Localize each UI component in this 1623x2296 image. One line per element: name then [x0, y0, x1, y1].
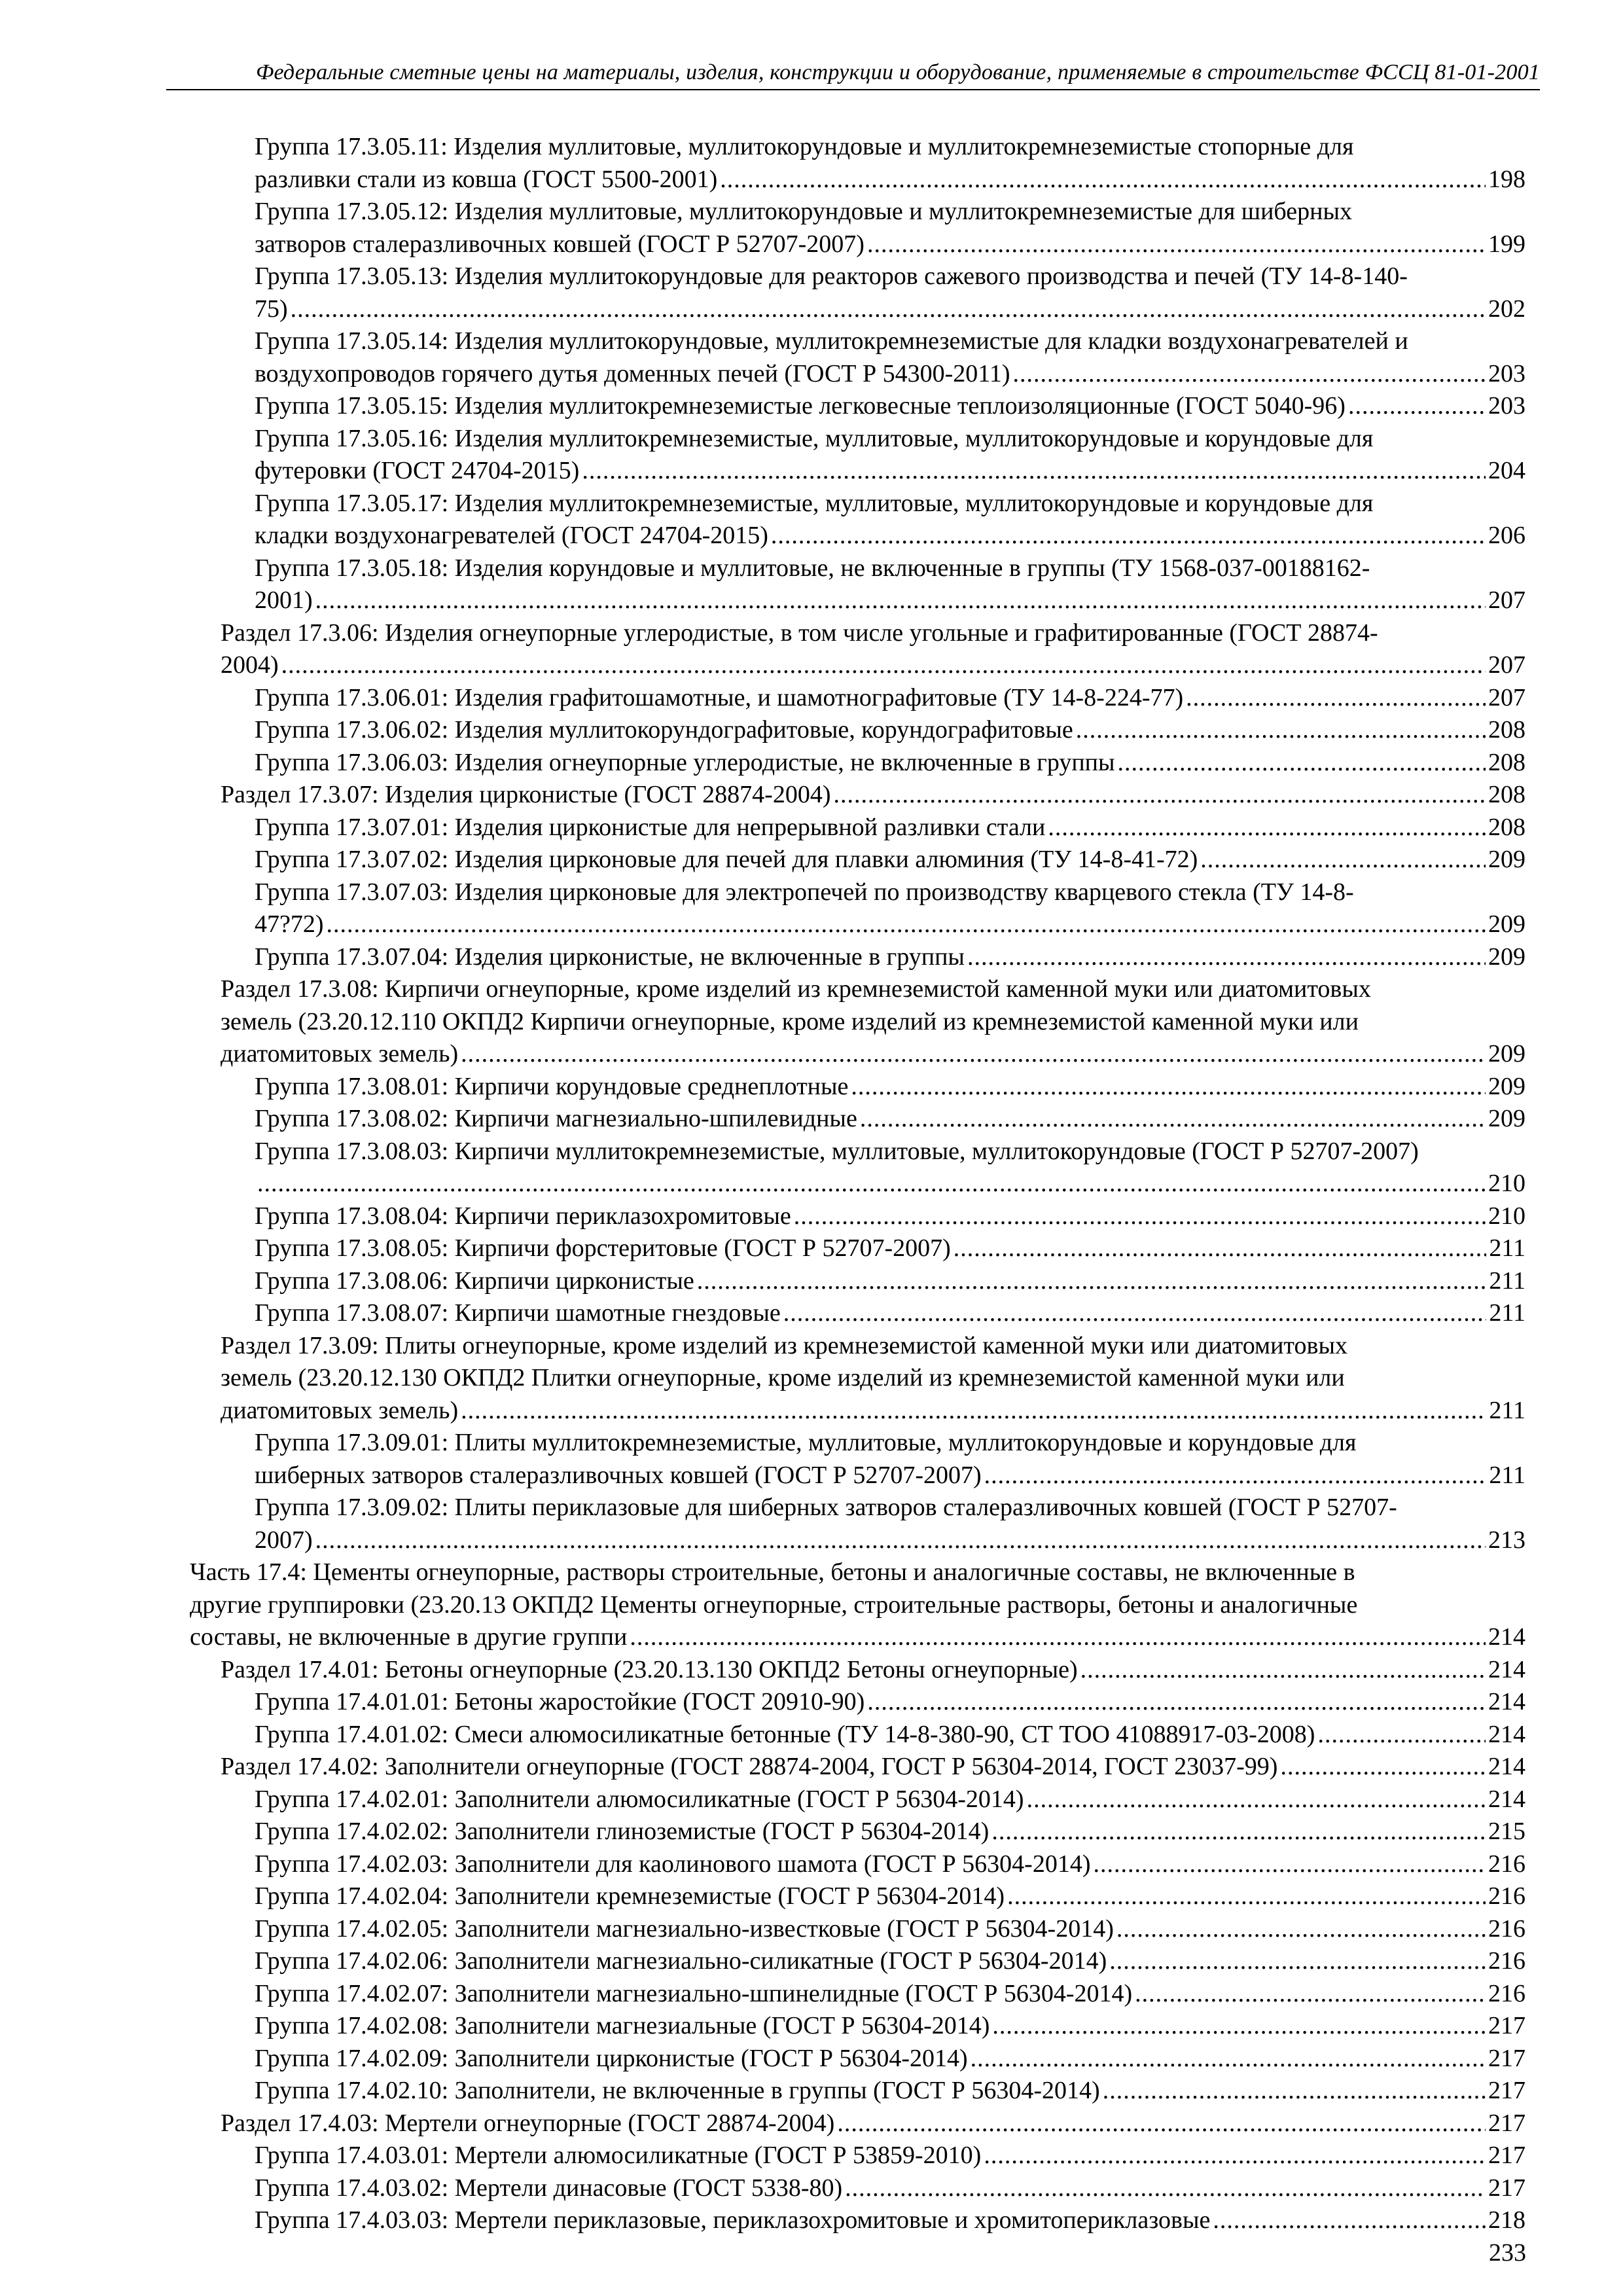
- toc-entry-leader-line: [255, 1880, 1525, 1913]
- dot-leader: [1103, 2075, 1486, 2108]
- toc-entry-page: 208: [1488, 748, 1525, 776]
- toc-entry-title: футеровки (ГОСТ 24704-2015): [255, 457, 580, 484]
- toc-entry[interactable]: [190, 1719, 1525, 1751]
- toc-entry-page: 208: [1488, 813, 1525, 841]
- toc-entry-title: Раздел 17.4.03: Мертели огнеупорные (ГОСТ 28874-2004): [221, 2109, 835, 2137]
- toc-entry-leader-line: [255, 908, 1525, 941]
- toc-entry[interactable]: [190, 1848, 1525, 1881]
- dot-leader: [860, 1103, 1486, 1136]
- toc-entry-text-line: Группа 17.3.05.13: Изделия муллитокорундовые для реакторов сажевого производства и печей (ТУ 14-8-140-: [255, 262, 1408, 290]
- toc-entry-leader-line: [255, 714, 1525, 747]
- toc-entry-leader-line: [255, 1200, 1525, 1233]
- toc-entry-page: 211: [1489, 1234, 1525, 1262]
- toc-entry-page: 217: [1488, 2044, 1525, 2072]
- toc-entry-title: Группа 17.4.02.03: Заполнители для каолинового шамота (ГОСТ Р 56304-2014): [255, 1850, 1091, 1878]
- toc-entry-leader-line: [255, 2043, 1525, 2075]
- toc-entry[interactable]: [190, 2108, 1525, 2140]
- table-of-contents: [190, 131, 1525, 2237]
- toc-entry[interactable]: [190, 2010, 1525, 2043]
- dot-leader: [257, 1168, 1486, 1200]
- toc-entry-title: 2004): [221, 651, 279, 679]
- toc-entry-leader-line: [255, 1686, 1525, 1719]
- toc-entry-title: воздухопроводов горячего дутья доменных печей (ГОСТ Р 54300-2011): [255, 359, 1010, 387]
- toc-entry-leader-line: [255, 844, 1525, 876]
- toc-entry[interactable]: [190, 1751, 1525, 1784]
- toc-entry-leader-line: [255, 1297, 1525, 1330]
- toc-entry-page: 214: [1488, 1655, 1525, 1683]
- toc-entry[interactable]: [190, 196, 1525, 260]
- toc-entry-title: Раздел 17.4.02: Заполнители огнеупорные (ГОСТ 28874-2004, ГОСТ Р 56304-2014, ГОСТ 23037-99): [221, 1753, 1278, 1780]
- toc-entry-page: 207: [1488, 651, 1525, 679]
- toc-entry-leader-line: [255, 812, 1525, 844]
- toc-entry-page: 210: [1488, 1170, 1525, 1197]
- toc-entry-title: диатомитовых земель): [221, 1040, 459, 1067]
- toc-entry-title: Группа 17.4.02.01: Заполнители алюмосиликатные (ГОСТ Р 56304-2014): [255, 1785, 1024, 1813]
- toc-entry-leader-line: [255, 2075, 1525, 2108]
- dot-leader: [967, 941, 1486, 974]
- toc-entry[interactable]: [190, 1297, 1525, 1330]
- toc-entry-page: 211: [1489, 1299, 1525, 1327]
- toc-entry-title: кладки воздухонагревателей (ГОСТ 24704-2015): [255, 522, 768, 549]
- toc-entry-leader-line: [221, 779, 1525, 812]
- toc-entry-title: Группа 17.3.06.01: Изделия графитошамотные, и шамотнографитовые (ТУ 14-8-224-77): [255, 683, 1184, 711]
- toc-entry[interactable]: [190, 1136, 1525, 1200]
- toc-entry-leader-line: [255, 520, 1525, 552]
- toc-entry-title: Группа 17.4.02.07: Заполнители магнезиально-шпинелидные (ГОСТ Р 56304-2014): [255, 1979, 1133, 2007]
- toc-entry-leader-line: [255, 941, 1525, 974]
- dot-leader: [984, 2140, 1486, 2172]
- toc-entry[interactable]: [190, 973, 1525, 1071]
- toc-entry[interactable]: [190, 747, 1525, 780]
- dot-leader: [771, 520, 1486, 552]
- dot-leader: [867, 228, 1486, 261]
- toc-entry-title: Группа 17.3.07.04: Изделия цирконистые, не включенные в группы: [255, 942, 965, 971]
- toc-entry-text-line: Группа 17.3.05.18: Изделия корундовые и муллитовые, не включенные в группы (ТУ 1568-037-00188162-: [255, 554, 1370, 582]
- toc-entry[interactable]: [190, 1945, 1525, 1978]
- toc-entry-leader-line: [221, 2108, 1525, 2140]
- toc-entry-text-line: Группа 17.3.05.17: Изделия муллитокремнеземистые, муллитовые, муллитокорундовые и корундовые для: [255, 489, 1374, 517]
- toc-entry-title: составы, не включенные в другие группи: [190, 1623, 628, 1651]
- toc-entry-page: 207: [1488, 683, 1525, 711]
- header-title: Федеральные сметные цены на материалы, изделия, конструкции и оборудование, применяемые в строительстве ФССЦ 81-01-2001: [255, 60, 1540, 84]
- dot-leader: [837, 2108, 1486, 2140]
- toc-entry[interactable]: [190, 1816, 1525, 1848]
- toc-entry-leader-line: [255, 584, 1525, 617]
- dot-leader: [1280, 1751, 1486, 1784]
- toc-entry[interactable]: [190, 1103, 1525, 1136]
- toc-entry-page: 209: [1488, 1072, 1525, 1100]
- toc-entry-title: Группа 17.3.08.05: Кирпичи форстеритовые (ГОСТ Р 52707-2007): [255, 1234, 951, 1262]
- toc-entry-page: 216: [1488, 1850, 1525, 1878]
- toc-entry-leader-line: [255, 1719, 1525, 1751]
- dot-leader: [992, 2010, 1486, 2043]
- toc-entry[interactable]: [190, 779, 1525, 812]
- toc-entry[interactable]: [190, 844, 1525, 876]
- toc-entry-leader-line: [255, 2204, 1525, 2237]
- toc-entry-title: Группа 17.4.03.01: Мертели алюмосиликатные (ГОСТ Р 53859-2010): [255, 2142, 982, 2169]
- dot-leader: [1109, 1945, 1486, 1978]
- dot-leader: [1013, 358, 1486, 391]
- toc-entry-page: 216: [1488, 1914, 1525, 1943]
- toc-entry-page: 198: [1488, 165, 1525, 193]
- toc-entry[interactable]: [190, 488, 1525, 552]
- toc-entry-page: 203: [1488, 392, 1525, 420]
- toc-entry-page: 216: [1488, 1882, 1525, 1910]
- toc-entry-title: Группа 17.4.01.02: Смеси алюмосиликатные бетонные (ТУ 14-8-380-90, СТ ТОО 41088917-03-2008): [255, 1720, 1315, 1748]
- toc-entry[interactable]: [190, 1265, 1525, 1298]
- toc-entry-leader-line: [255, 164, 1525, 196]
- toc-entry-page: 216: [1488, 1947, 1525, 1975]
- toc-entry-title: Группа 17.4.03.02: Мертели динасовые (ГОСТ 5338-80): [255, 2174, 843, 2202]
- toc-entry-page: 202: [1488, 295, 1525, 323]
- toc-entry-leader-line: [255, 455, 1525, 488]
- toc-entry[interactable]: [190, 617, 1525, 682]
- toc-entry-leader-line: [221, 1395, 1525, 1427]
- toc-entry[interactable]: [190, 1880, 1525, 1913]
- dot-leader: [630, 1621, 1486, 1654]
- toc-entry-text-line: Раздел 17.3.08: Кирпичи огнеупорные, кроме изделий из кремнеземистой каменной муки или диатомитовых: [221, 975, 1371, 1003]
- toc-entry-title: Группа 17.3.07.02: Изделия цирконовые для печей для плавки алюминия (ТУ 14-8-41-72): [255, 846, 1198, 873]
- dot-leader: [851, 1071, 1486, 1103]
- toc-entry-leader-line: [255, 682, 1525, 715]
- toc-entry-leader-line: [255, 1848, 1525, 1881]
- toc-entry[interactable]: [190, 2204, 1525, 2237]
- dot-leader: [954, 1232, 1487, 1265]
- toc-entry[interactable]: [190, 2140, 1525, 2172]
- toc-entry-page: 214: [1488, 1785, 1525, 1813]
- toc-entry-leader-line: [221, 1038, 1525, 1071]
- toc-entry-title: разливки стали из ковша (ГОСТ 5500-2001): [255, 165, 718, 193]
- toc-entry-page: 217: [1488, 2109, 1525, 2137]
- toc-entry-leader-line: [255, 1168, 1525, 1200]
- toc-entry-text-line: Группа 17.3.05.11: Изделия муллитовые, муллитокорундовые и муллитокремнеземистые стопорные для: [255, 133, 1354, 160]
- toc-entry-page: 204: [1488, 457, 1525, 484]
- toc-entry-page: 217: [1488, 2077, 1525, 2104]
- toc-entry-page: 209: [1488, 910, 1525, 938]
- dot-leader: [327, 908, 1486, 941]
- dot-leader: [582, 455, 1486, 488]
- toc-entry-title: Группа 17.4.02.02: Заполнители глиноземистые (ГОСТ Р 56304-2014): [255, 1818, 990, 1845]
- toc-entry-title: Группа 17.3.08.04: Кирпичи периклазохромитовые: [255, 1202, 791, 1230]
- dot-leader: [461, 1038, 1486, 1071]
- toc-entry[interactable]: [190, 714, 1525, 747]
- toc-entry-text-line: Раздел 17.3.06: Изделия огнеупорные углеродистые, в том числе угольные и графитированные (ГОСТ 28874-: [221, 619, 1378, 647]
- toc-entry-page: 210: [1488, 1202, 1525, 1230]
- toc-entry-leader-line: [221, 1654, 1525, 1687]
- toc-entry[interactable]: [190, 1232, 1525, 1265]
- dot-leader: [1213, 2204, 1486, 2237]
- toc-entry[interactable]: [190, 1913, 1525, 1946]
- toc-entry[interactable]: [190, 812, 1525, 844]
- toc-entry-title: Группа 17.4.02.09: Заполнители цирконистые (ГОСТ Р 56304-2014): [255, 2044, 968, 2072]
- toc-entry-title: Группа 17.3.08.06: Кирпичи цирконистые: [255, 1266, 694, 1295]
- toc-entry-text-line: Группа 17.3.07.03: Изделия цирконовые для электропечей по производству кварцевого стекла (ТУ 14-8-: [255, 878, 1354, 906]
- toc-entry-title: Группа 17.4.02.05: Заполнители магнезиально-известковые (ГОСТ Р 56304-2014): [255, 1914, 1114, 1943]
- toc-entry[interactable]: [190, 423, 1525, 488]
- toc-entry-title: Группа 17.4.02.04: Заполнители кремнеземистые (ГОСТ Р 56304-2014): [255, 1882, 1005, 1910]
- dot-leader: [1118, 747, 1486, 780]
- dot-leader: [991, 1816, 1486, 1848]
- dot-leader: [833, 779, 1486, 812]
- toc-entry-title: 2007): [255, 1526, 313, 1554]
- toc-entry-title: Группа 17.4.02.06: Заполнители магнезиально-силикатные (ГОСТ Р 56304-2014): [255, 1947, 1107, 1975]
- toc-entry-title: шиберных затворов сталеразливочных ковшей (ГОСТ Р 52707-2007): [255, 1461, 982, 1489]
- toc-entry-text-line: земель (23.20.12.110 ОКПД2 Кирпичи огнеупорные, кроме изделий из кремнеземистой каменной муки или: [221, 1007, 1359, 1035]
- toc-entry-title: Группа 17.4.03.03: Мертели периклазовые, периклазохромитовые и хромитопериклазовые: [255, 2206, 1211, 2234]
- toc-entry-page: 218: [1488, 2206, 1525, 2234]
- dot-leader: [984, 1460, 1487, 1492]
- toc-entry-page: 214: [1488, 1688, 1525, 1715]
- toc-entry-leader-line: [255, 1913, 1525, 1946]
- toc-entry-title: Группа 17.3.05.15: Изделия муллитокремнеземистые легковесные теплоизоляционные (ГОСТ 5040-96): [255, 392, 1346, 420]
- toc-entry-title: 2001): [255, 586, 313, 614]
- toc-entry-leader-line: [255, 1265, 1525, 1298]
- dot-leader: [315, 1524, 1486, 1557]
- dot-leader: [1007, 1880, 1486, 1913]
- dot-leader: [1048, 812, 1486, 844]
- toc-entry[interactable]: [190, 876, 1525, 941]
- toc-entry-leader-line: [190, 1621, 1525, 1654]
- toc-entry-leader-line: [255, 1460, 1525, 1492]
- toc-entry-page: 217: [1488, 2012, 1525, 2039]
- toc-entry-page: 207: [1488, 586, 1525, 614]
- toc-entry-text-line: Группа 17.3.05.16: Изделия муллитокремнеземистые, муллитовые, муллитокорундовые и корундовые для: [255, 424, 1374, 452]
- toc-entry-page: 211: [1489, 1266, 1525, 1295]
- toc-entry[interactable]: [190, 2172, 1525, 2205]
- dot-leader: [1348, 390, 1486, 423]
- dot-leader: [1200, 844, 1486, 876]
- toc-entry-leader-line: [255, 2140, 1525, 2172]
- dot-leader: [1135, 1978, 1486, 2011]
- toc-entry-title: 47?72): [255, 910, 324, 938]
- toc-entry[interactable]: [190, 1784, 1525, 1816]
- toc-entry[interactable]: [190, 2043, 1525, 2075]
- toc-entry-title: Раздел 17.3.07: Изделия цирконистые (ГОСТ 28874-2004): [221, 781, 831, 808]
- dot-leader: [783, 1297, 1487, 1330]
- toc-entry[interactable]: [190, 1654, 1525, 1687]
- dot-leader: [1186, 682, 1486, 715]
- toc-entry[interactable]: [190, 390, 1525, 423]
- toc-entry[interactable]: [190, 1492, 1525, 1556]
- toc-entry-text-line: земель (23.20.12.130 ОКПД2 Плитки огнеупорные, кроме изделий из кремнеземистой каменной муки или: [221, 1364, 1345, 1391]
- toc-entry-leader-line: [255, 1071, 1525, 1103]
- running-header: [166, 60, 1540, 90]
- toc-entry-title: 75): [255, 295, 288, 323]
- dot-leader: [867, 1686, 1486, 1719]
- toc-entry-page: 217: [1488, 2174, 1525, 2202]
- toc-entry-page: 203: [1488, 359, 1525, 387]
- toc-entry-text-line: Раздел 17.3.09: Плиты огнеупорные, кроме изделий из кремнеземистой каменной муки или диатомитовых: [221, 1331, 1347, 1359]
- toc-entry-text-line: другие группировки (23.20.13 ОКПД2 Цементы огнеупорные, строительные растворы, бетоны и аналогичные: [190, 1590, 1358, 1619]
- toc-entry-title: Группа 17.3.08.02: Кирпичи магнезиально-шпилевидные: [255, 1105, 857, 1132]
- toc-entry-leader-line: [255, 1103, 1525, 1136]
- toc-entry-text-line: Часть 17.4: Цементы огнеупорные, растворы строительные, бетоны и аналогичные составы, не включенные в: [190, 1558, 1355, 1586]
- toc-entry-leader-line: [255, 1978, 1525, 2011]
- toc-entry-leader-line: [255, 1524, 1525, 1557]
- toc-entry-text-line: Группа 17.3.05.12: Изделия муллитовые, муллитокорундовые и муллитокремнеземистые для шиберных: [255, 198, 1352, 225]
- toc-entry-page: 209: [1488, 942, 1525, 971]
- toc-entry-page: 209: [1488, 1105, 1525, 1132]
- page-number: 233: [1489, 2239, 1526, 2267]
- dot-leader: [1076, 714, 1486, 747]
- toc-entry[interactable]: [190, 260, 1525, 325]
- toc-entry-page: 206: [1488, 522, 1525, 549]
- dot-leader: [281, 649, 1486, 682]
- toc-entry-title: Группа 17.4.02.10: Заполнители, не включенные в группы (ГОСТ Р 56304-2014): [255, 2077, 1100, 2104]
- toc-entry-text-line: Группа 17.3.09.02: Плиты периклазовые для шиберных затворов сталеразливочных ковшей (ГОСТ Р 52707-: [255, 1494, 1397, 1521]
- toc-entry-page: 208: [1488, 781, 1525, 808]
- toc-entry-title: Группа 17.3.08.01: Кирпичи корундовые среднеплотные: [255, 1072, 849, 1100]
- toc-entry-title: затворов сталеразливочных ковшей (ГОСТ Р 52707-2007): [255, 230, 865, 258]
- toc-entry-page: 214: [1488, 1720, 1525, 1748]
- toc-entry-leader-line: [255, 358, 1525, 391]
- toc-entry[interactable]: [190, 941, 1525, 974]
- toc-entry-text-line: Группа 17.3.08.03: Кирпичи муллитокремнеземистые, муллитовые, муллитокорундовые (ГОСТ Р 52707-2007): [255, 1137, 1419, 1165]
- toc-entry[interactable]: [190, 131, 1525, 196]
- toc-entry-title: Группа 17.3.06.02: Изделия муллитокорундографитовые, корундографитовые: [255, 716, 1073, 744]
- toc-entry-leader-line: [221, 649, 1525, 682]
- toc-entry-page: 216: [1488, 1979, 1525, 2007]
- toc-entry-page: 209: [1488, 1040, 1525, 1067]
- toc-entry-text-line: Группа 17.3.05.14: Изделия муллитокорундовые, муллитокремнеземистые для кладки воздухонагревателей и: [255, 327, 1408, 355]
- toc-entry-page: 215: [1488, 1818, 1525, 1845]
- dot-leader: [1027, 1784, 1486, 1816]
- toc-entry[interactable]: [190, 1200, 1525, 1233]
- toc-entry-page: 208: [1488, 716, 1525, 744]
- dot-leader: [720, 164, 1486, 196]
- toc-entry-text-line: Группа 17.3.09.01: Плиты муллитокремнеземистые, муллитовые, муллитокорундовые и корундовые для: [255, 1429, 1357, 1456]
- toc-entry-leader-line: [255, 1816, 1525, 1848]
- dot-leader: [697, 1265, 1487, 1298]
- toc-entry-leader-line: [255, 1232, 1525, 1265]
- toc-entry[interactable]: [190, 2075, 1525, 2108]
- toc-entry[interactable]: [190, 1978, 1525, 2011]
- toc-entry-page: 211: [1489, 1461, 1525, 1489]
- toc-entry[interactable]: [190, 1071, 1525, 1103]
- toc-entry-leader-line: [255, 2172, 1525, 2205]
- toc-entry[interactable]: [190, 1556, 1525, 1654]
- toc-entry-title: Раздел 17.4.01: Бетоны огнеупорные (23.20.13.130 ОКПД2 Бетоны огнеупорные): [221, 1655, 1078, 1683]
- dot-leader: [794, 1200, 1486, 1233]
- toc-entry-page: 213: [1488, 1526, 1525, 1554]
- toc-entry-title: Группа 17.4.02.08: Заполнители магнезиальные (ГОСТ Р 56304-2014): [255, 2012, 990, 2039]
- toc-entry-page: 209: [1488, 846, 1525, 873]
- toc-entry-title: Группа 17.4.01.01: Бетоны жаростойкие (ГОСТ 20910-90): [255, 1688, 865, 1715]
- dot-leader: [291, 293, 1486, 326]
- toc-entry-page: 214: [1488, 1753, 1525, 1780]
- toc-entry[interactable]: [190, 1427, 1525, 1492]
- toc-entry-leader-line: [255, 2010, 1525, 2043]
- dot-leader: [1094, 1848, 1486, 1881]
- dot-leader: [1317, 1719, 1486, 1751]
- dot-leader: [315, 584, 1486, 617]
- toc-entry[interactable]: [190, 1686, 1525, 1719]
- toc-entry-leader-line: [255, 390, 1525, 423]
- dot-leader: [971, 2043, 1486, 2075]
- toc-entry-leader-line: [255, 293, 1525, 326]
- toc-entry-page: 214: [1488, 1623, 1525, 1651]
- toc-entry[interactable]: [190, 552, 1525, 617]
- dot-leader: [1116, 1913, 1486, 1946]
- toc-entry-leader-line: [255, 228, 1525, 261]
- dot-leader: [845, 2172, 1486, 2205]
- toc-entry-page: 217: [1488, 2142, 1525, 2169]
- toc-entry-leader-line: [255, 1945, 1525, 1978]
- toc-entry-leader-line: [255, 747, 1525, 780]
- toc-entry-leader-line: [221, 1751, 1525, 1784]
- toc-entry[interactable]: [190, 682, 1525, 715]
- toc-entry-page: 199: [1488, 230, 1525, 258]
- toc-entry-title: Группа 17.3.06.03: Изделия огнеупорные углеродистые, не включенные в группы: [255, 748, 1115, 776]
- toc-entry-title: Группа 17.3.08.07: Кирпичи шамотные гнездовые: [255, 1299, 781, 1327]
- toc-entry-leader-line: [255, 1784, 1525, 1816]
- dot-leader: [461, 1395, 1486, 1427]
- toc-entry-title: Группа 17.3.07.01: Изделия цирконистые для непрерывной разливки стали: [255, 813, 1046, 841]
- dot-leader: [1080, 1654, 1486, 1687]
- toc-entry-title: диатомитовых земель): [221, 1396, 459, 1424]
- toc-entry[interactable]: [190, 325, 1525, 390]
- toc-entry-page: 211: [1489, 1396, 1525, 1424]
- toc-entry[interactable]: [190, 1330, 1525, 1427]
